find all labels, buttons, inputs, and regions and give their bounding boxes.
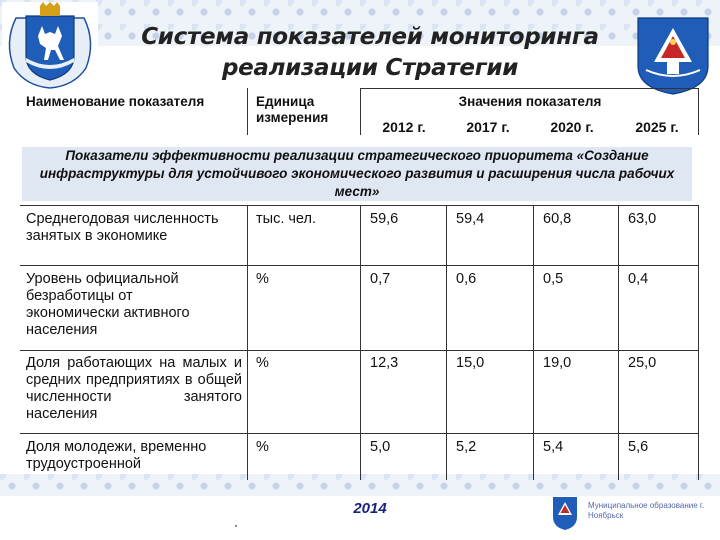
row-3-value-2020: 19,0 [543,355,572,371]
row-4-value-2012: 5,0 [370,439,391,455]
table-line [360,205,361,480]
row-2-value-2025: 0,4 [628,271,649,287]
row-2-unit: % [256,271,269,287]
row-1-value-2025: 63,0 [628,211,657,227]
row-2-value-2012: 0,7 [370,271,391,287]
header-year-2017: 2017 г. [466,119,510,135]
table-line [20,205,698,206]
header-unit: Единица измерения [256,94,329,125]
row-1-value-2020: 60,8 [543,211,572,227]
row-2-value-2017: 0,6 [456,271,477,287]
row-4-unit: % [256,439,269,455]
table-line [20,350,698,351]
table-line [360,88,361,135]
table-line [618,205,619,480]
footer-year: 2014 [353,500,387,517]
footer-municipality: Муниципальное образование г. Ноябрьск [588,501,705,520]
table-line [533,205,534,480]
decorative-dot [235,525,237,527]
row-1-unit: тыс. чел. [256,211,316,227]
header-indicator-name: Наименование показателя [26,94,205,109]
title-line-2: реализации Стратегии [221,55,519,81]
row-3-name: Доля работающих на малых и средних предприятиях в общей численности занятого населения [26,355,242,422]
page-title [120,22,620,84]
table-line [20,265,698,266]
header-values-group: Значения показателя [458,94,602,109]
row-3-value-2017: 15,0 [456,355,485,371]
table-line [360,88,698,89]
row-4-value-2017: 5,2 [456,439,477,455]
row-3-unit: % [256,355,269,371]
municipality-logo-icon [551,495,579,531]
row-3-value-2012: 12,3 [370,355,399,371]
table-line [247,88,248,135]
row-1-name: Среднегодовая численность занятых в экономике [26,211,219,244]
table-line [446,205,447,480]
section-heading: Показатели эффективности реализации стратегического приоритета «Создание инфраструктуры для устойчивого экономического развития и расширения числа рабочих мест» [22,147,692,201]
row-4-value-2025: 5,6 [628,439,649,455]
table-line [20,433,698,434]
yamal-coat-of-arms-icon [2,2,98,90]
row-3-value-2025: 25,0 [628,355,657,371]
table-line [698,205,699,480]
row-2-name: Уровень официальной безработицы от экономически активного населения [26,271,190,338]
row-4-value-2020: 5,4 [543,439,564,455]
header-year-2025: 2025 г. [635,119,679,135]
table-line [698,88,699,135]
noyabrsk-coat-of-arms-icon [634,12,712,96]
title-line-1: Система показателей мониторинга [141,24,599,50]
row-4-name: Доля молодежи, временно трудоустроенной [26,439,207,472]
header-year-2012: 2012 г. [382,119,426,135]
row-1-value-2017: 59,4 [456,211,485,227]
header-year-2020: 2020 г. [550,119,594,135]
row-1-value-2012: 59,6 [370,211,399,227]
row-2-value-2020: 0,5 [543,271,564,287]
table-line [247,205,248,480]
